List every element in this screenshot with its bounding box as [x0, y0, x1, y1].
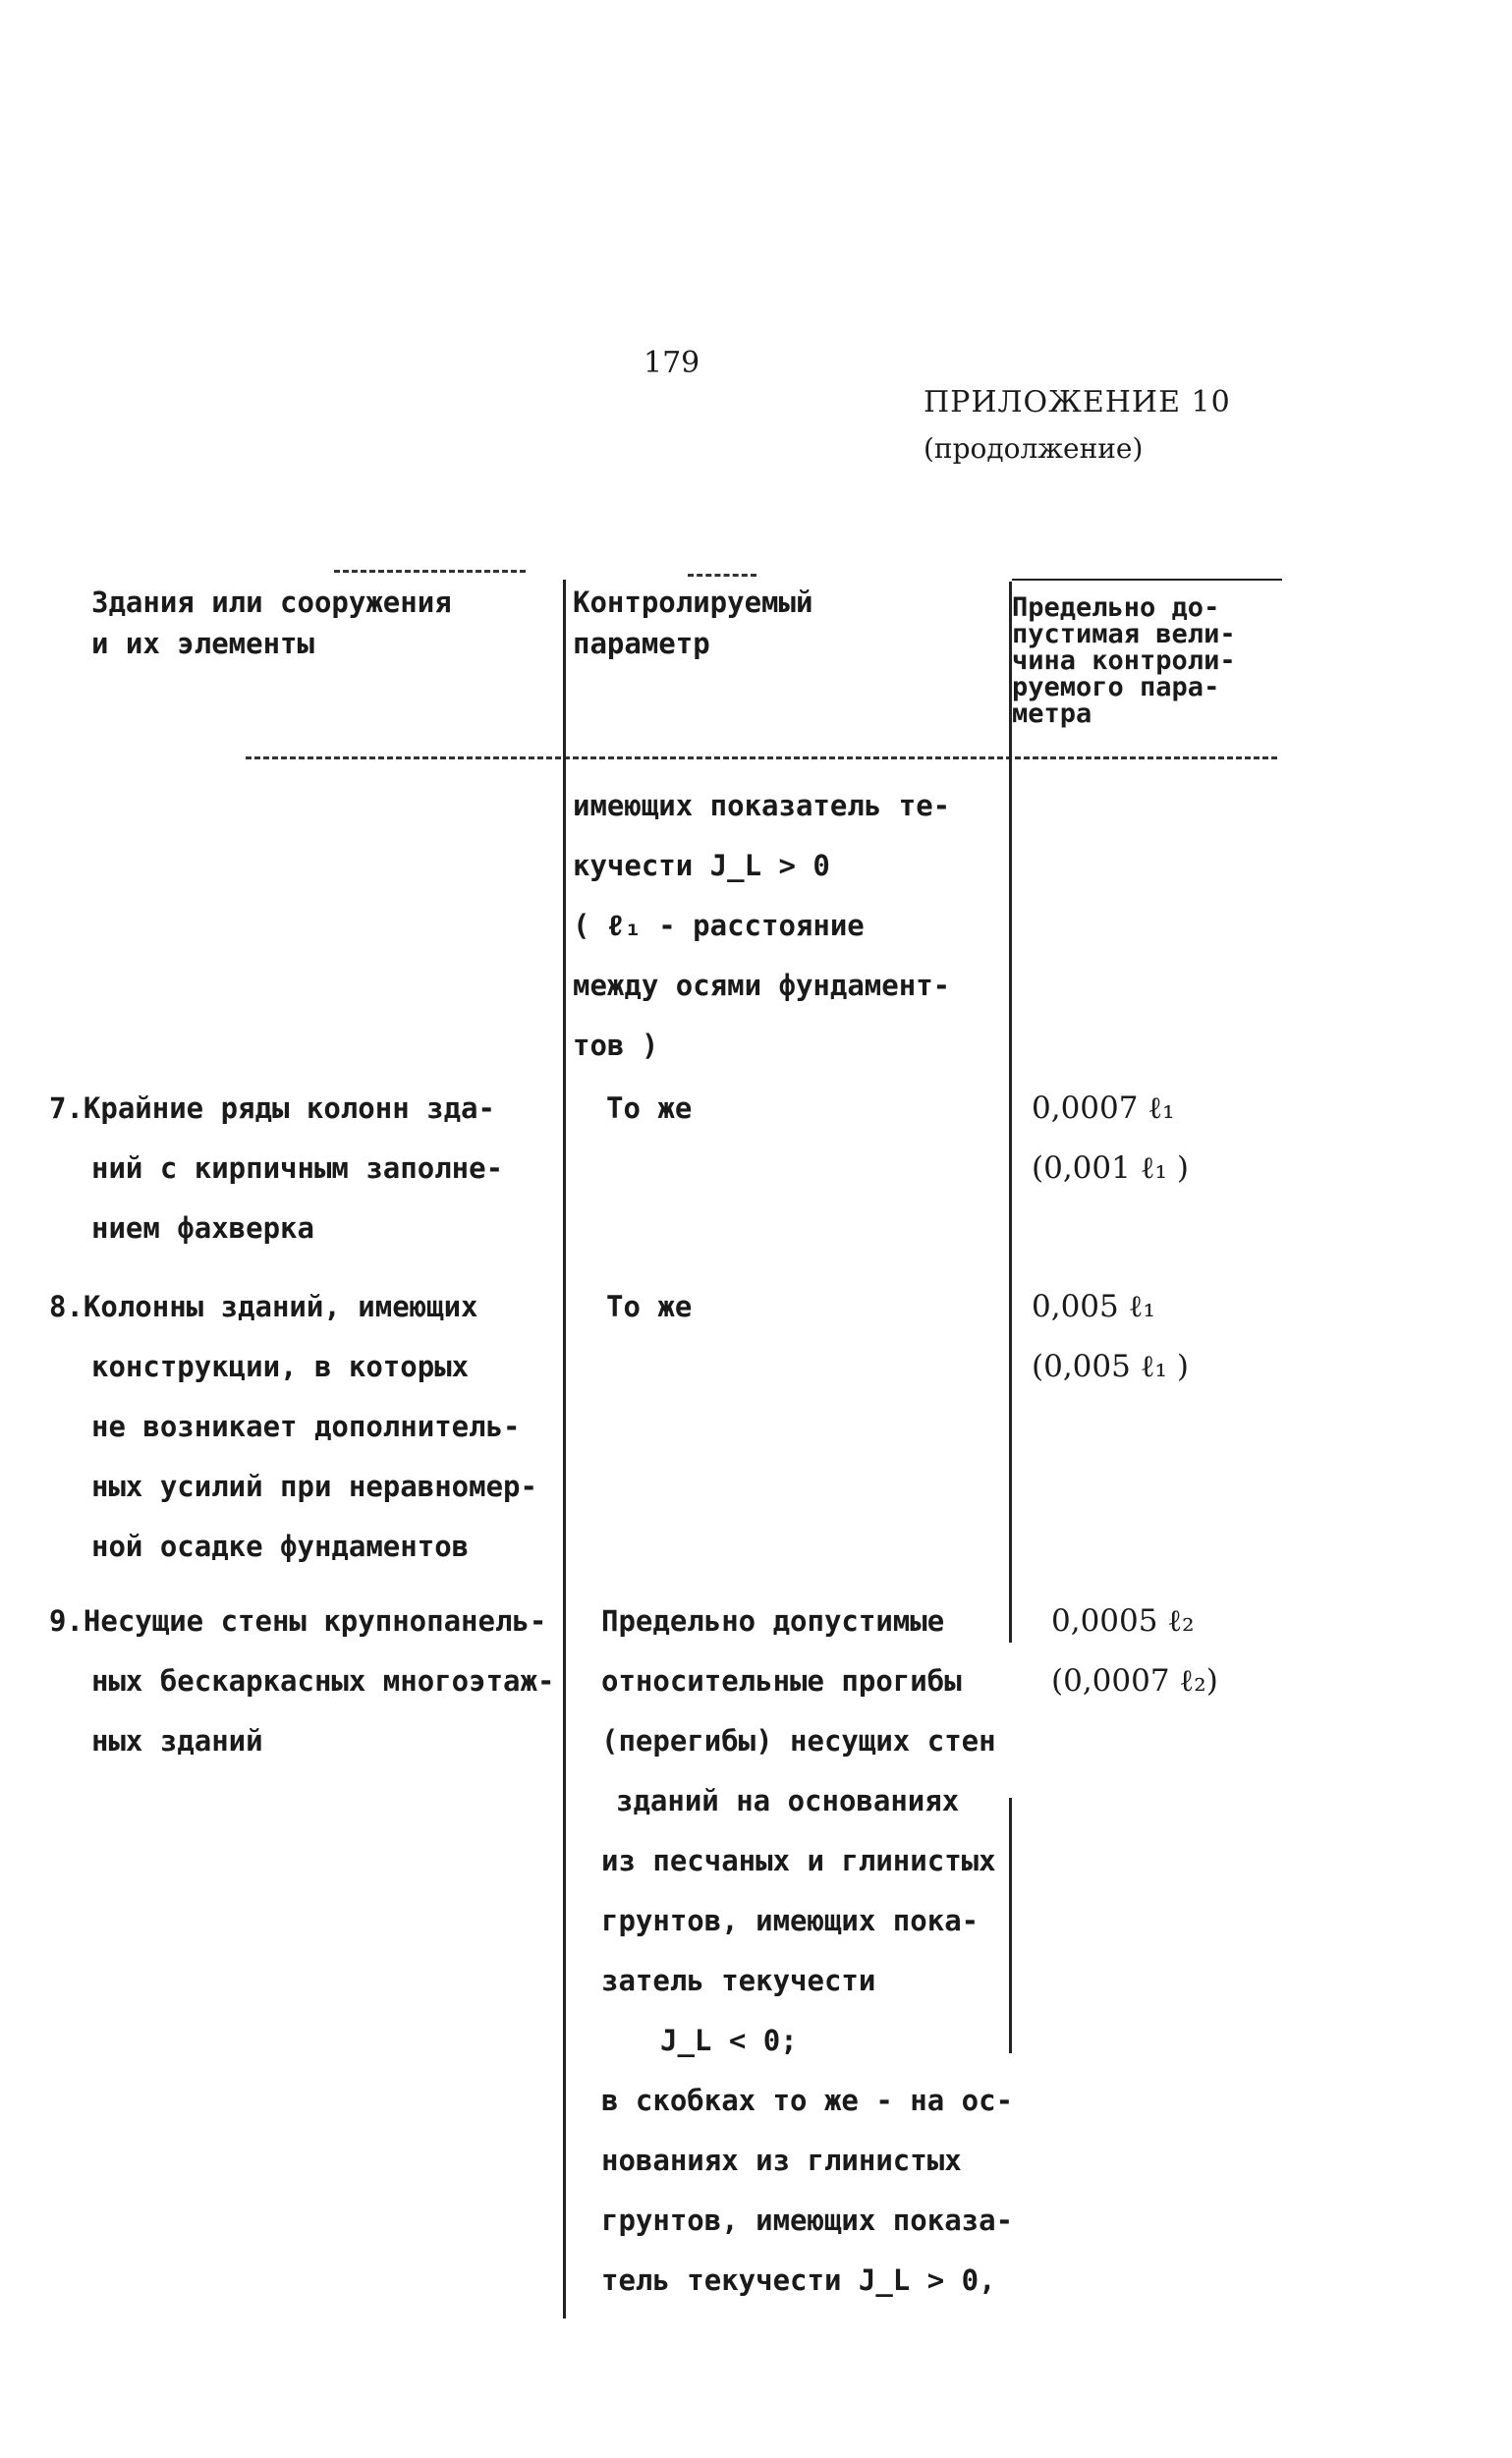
limit-line: (0,005 ℓ₁ ) [1032, 1349, 1189, 1384]
limit-line: 0,0007 ℓ₁ [1032, 1090, 1175, 1126]
table-top-rule-col3 [1012, 579, 1282, 581]
table-top-rule-col1 [334, 570, 526, 573]
limit-line: (0,0007 ℓ₂) [1051, 1663, 1218, 1699]
item-line: 8.Колонны зданий, имеющих [49, 1290, 478, 1323]
appendix-title: ПРИЛОЖЕНИЕ 10 [924, 385, 1231, 419]
row7-limit-cell [1032, 1079, 1189, 1199]
header-col3-line: руемого пара- [1012, 672, 1220, 702]
continuation-param-cell [573, 776, 950, 1076]
param-line: тель текучести J_L > 0, [601, 2263, 996, 2297]
item-line: ной осадке фундаментов [91, 1530, 470, 1563]
item-line: не возникает дополнитель- [91, 1410, 521, 1443]
item-line: ных бескаркасных многоэтаж- [91, 1664, 555, 1698]
header-col2-line: Контролируемый [573, 586, 813, 619]
header-col1-line: Здания или сооружения [91, 586, 452, 619]
column-divider-2 [1009, 582, 1012, 1643]
item-line: 7.Крайние ряды колонн зда- [49, 1091, 495, 1125]
param-line: (перегибы) несущих стен [601, 1724, 996, 1758]
limit-line: 0,0005 ℓ₂ [1051, 1603, 1195, 1639]
param-line: То же [606, 1290, 693, 1323]
param-line: зданий на основаниях [616, 1784, 960, 1817]
item-line: ных зданий [91, 1724, 263, 1758]
header-col-limit [1012, 594, 1236, 727]
param-line: в скобках то же - на ос- [601, 2084, 1014, 2117]
param-line: из песчаных и глинистых [601, 1844, 996, 1877]
row9-limit-cell [1051, 1592, 1218, 1711]
row9-param-cell [601, 1592, 1013, 2311]
row8-param-cell [606, 1277, 692, 1337]
item-line: нием фахверка [91, 1211, 314, 1245]
param-line: затель текучести [601, 1964, 876, 1997]
limit-line: 0,005 ℓ₁ [1032, 1289, 1155, 1324]
param-line: имеющих показатель те- [573, 789, 951, 822]
header-col3-line: чина контроли- [1012, 645, 1236, 676]
header-col-parameter [573, 582, 812, 664]
row7-item-cell [49, 1079, 503, 1258]
row7-param-cell [606, 1079, 692, 1139]
item-line: 9.Несущие стены крупнопанель- [49, 1604, 547, 1638]
header-col3-line: метра [1012, 698, 1092, 729]
item-line: ных усилий при неравномер- [91, 1470, 537, 1503]
param-line: Предельно допустимые [601, 1604, 945, 1638]
row8-item-cell [49, 1277, 537, 1577]
param-line: тов ) [573, 1029, 659, 1062]
item-line: ний с кирпичным заполне- [91, 1151, 504, 1185]
param-line: грунтов, имеющих показа- [601, 2204, 1014, 2237]
limit-line: (0,001 ℓ₁ ) [1032, 1150, 1189, 1186]
param-line: J_L < 0; [660, 2024, 798, 2057]
header-bottom-rule [246, 756, 1277, 759]
param-line: кучести J_L > 0 [573, 849, 830, 882]
param-line: относительные прогибы [601, 1664, 962, 1698]
param-line: между осями фундамент- [573, 969, 951, 1002]
row9-item-cell [49, 1592, 554, 1771]
param-line: нованиях из глинистых [601, 2144, 962, 2177]
column-divider-1 [563, 580, 566, 2318]
param-line: ( ℓ₁ - расстояние [573, 909, 865, 942]
param-line: грунтов, имеющих пока- [601, 1904, 980, 1937]
header-col3-line: пустимая вели- [1012, 619, 1236, 649]
header-col1-line: и их элементы [91, 627, 314, 660]
appendix-subtitle: (продолжение) [924, 432, 1144, 465]
header-col3-line: Предельно до- [1012, 592, 1220, 623]
table-top-rule-col2 [688, 574, 756, 577]
row8-limit-cell [1032, 1277, 1189, 1397]
header-col2-line: параметр [573, 627, 710, 660]
header-col-buildings [91, 582, 452, 664]
item-line: конструкции, в которых [91, 1350, 470, 1383]
param-line: То же [606, 1091, 693, 1125]
page-number: 179 [644, 346, 700, 380]
